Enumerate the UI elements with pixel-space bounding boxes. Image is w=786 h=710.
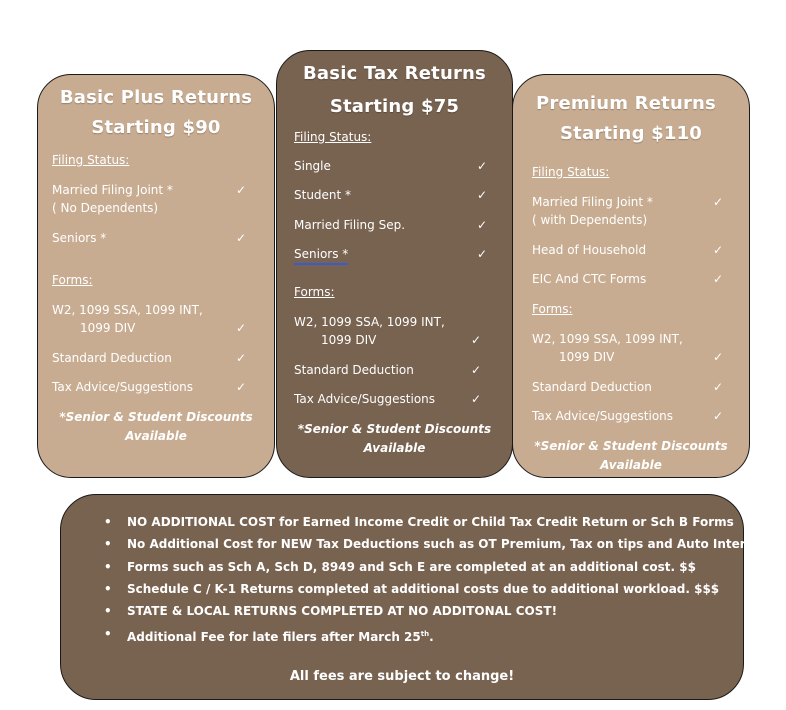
discount-note: *Senior & Student Discounts: [297, 422, 492, 436]
discount-note-available: Available: [363, 441, 426, 455]
form-item: W2, 1099 SSA, 1099 INT,: [294, 315, 445, 329]
check-icon: ✓: [713, 409, 724, 423]
check-icon: ✓: [471, 363, 482, 377]
filing-status-heading: Filing Status:: [532, 165, 610, 179]
check-icon: ✓: [713, 380, 724, 394]
check-icon: ✓: [471, 333, 482, 347]
form-item-detail: 1099 DIV: [80, 321, 136, 335]
info-item: STATE & LOCAL RETURNS COMPLETED AT NO ADDITONAL COST!: [127, 604, 558, 618]
premium-price: Starting $110: [559, 123, 703, 144]
filing-option: Single: [294, 159, 331, 173]
form-item: Tax Advice/Suggestions: [532, 409, 674, 423]
forms-heading: Forms:: [52, 273, 93, 287]
premium-title: Premium Returns: [536, 93, 716, 114]
filing-status-heading: Filing Status:: [294, 130, 372, 144]
info-item: No Additional Cost for NEW Tax Deductions such as OT Premium, Tax on tips and Auto Interest.: [127, 537, 772, 551]
form-item-detail: 1099 DIV: [559, 350, 615, 364]
late-fee-period: .: [429, 630, 434, 644]
check-icon: ✓: [713, 243, 724, 257]
check-icon: ✓: [471, 392, 482, 406]
filing-option: EIC And CTC Forms: [532, 272, 647, 286]
info-item: Forms such as Sch A, Sch D, 8949 and Sch E are completed at an additional cost. $$: [127, 560, 696, 574]
filing-option: Seniors *: [52, 231, 107, 245]
check-icon: ✓: [477, 247, 488, 261]
form-item-detail: 1099 DIV: [321, 333, 377, 347]
basic-card: [276, 50, 513, 478]
filing-option: Married Filing Sep.: [294, 218, 406, 232]
check-icon: ✓: [236, 231, 247, 245]
premium-card: [512, 74, 750, 478]
bullet-icon: •: [104, 560, 112, 574]
check-icon: ✓: [236, 351, 247, 365]
additional-info-box: [60, 494, 772, 700]
late-fee-ordinal: th: [420, 630, 430, 638]
bullet-icon: •: [104, 627, 112, 641]
check-icon: ✓: [713, 195, 724, 209]
form-item: Standard Deduction: [52, 351, 172, 365]
bullet-icon: •: [104, 604, 112, 618]
check-icon: ✓: [477, 188, 488, 202]
basic-price: Starting $75: [329, 96, 460, 117]
check-icon: ✓: [713, 272, 724, 286]
check-icon: ✓: [713, 350, 724, 364]
form-item: Standard Deduction: [294, 363, 414, 377]
late-fee-text: Additional Fee for late filers after March 25: [127, 630, 421, 644]
form-item: W2, 1099 SSA, 1099 INT,: [52, 303, 203, 317]
form-item: Tax Advice/Suggestions: [52, 380, 194, 394]
form-item: Tax Advice/Suggestions: [294, 392, 436, 406]
info-item-late-fee: [127, 626, 434, 645]
form-item: W2, 1099 SSA, 1099 INT,: [532, 332, 683, 346]
filing-option: Seniors *: [294, 245, 348, 265]
forms-heading: Forms:: [294, 285, 335, 299]
check-icon: ✓: [477, 218, 488, 232]
basic-plus-price: Starting $90: [91, 117, 221, 138]
check-icon: ✓: [236, 380, 247, 394]
forms-heading: Forms:: [532, 302, 573, 316]
form-item: Standard Deduction: [532, 380, 652, 394]
discount-note-available: Available: [125, 429, 187, 443]
check-icon: ✓: [236, 183, 247, 197]
discount-note: *Senior & Student Discounts: [534, 439, 728, 453]
filing-option-detail: ( No Dependents): [52, 201, 159, 215]
filing-status-heading: Filing Status:: [52, 153, 130, 167]
basic-title: Basic Tax Returns: [303, 63, 486, 84]
basic-plus-title: Basic Plus Returns: [59, 87, 253, 108]
filing-option: Married Filing Joint *: [532, 195, 653, 209]
bullet-icon: •: [104, 537, 112, 551]
check-icon: ✓: [236, 321, 247, 335]
filing-option: Head of Household: [532, 243, 647, 257]
filing-option: Student *: [294, 188, 352, 202]
discount-note-available: Available: [600, 458, 662, 472]
filing-option: Married Filing Joint *: [52, 183, 173, 197]
bullet-icon: •: [104, 515, 112, 529]
info-item: Schedule C / K-1 Returns completed at additional costs due to additional workload. $$$: [127, 582, 720, 596]
fees-disclaimer: All fees are subject to change!: [289, 669, 515, 684]
discount-note: *Senior & Student Discounts: [59, 410, 253, 424]
info-item: NO ADDITIONAL COST for Earned Income Credit or Child Tax Credit Return or Sch B Forms: [127, 515, 734, 529]
bullet-icon: •: [104, 582, 112, 596]
basic-plus-card: [37, 74, 275, 478]
check-icon: ✓: [477, 159, 488, 173]
filing-option-detail: ( with Dependents): [532, 213, 648, 227]
